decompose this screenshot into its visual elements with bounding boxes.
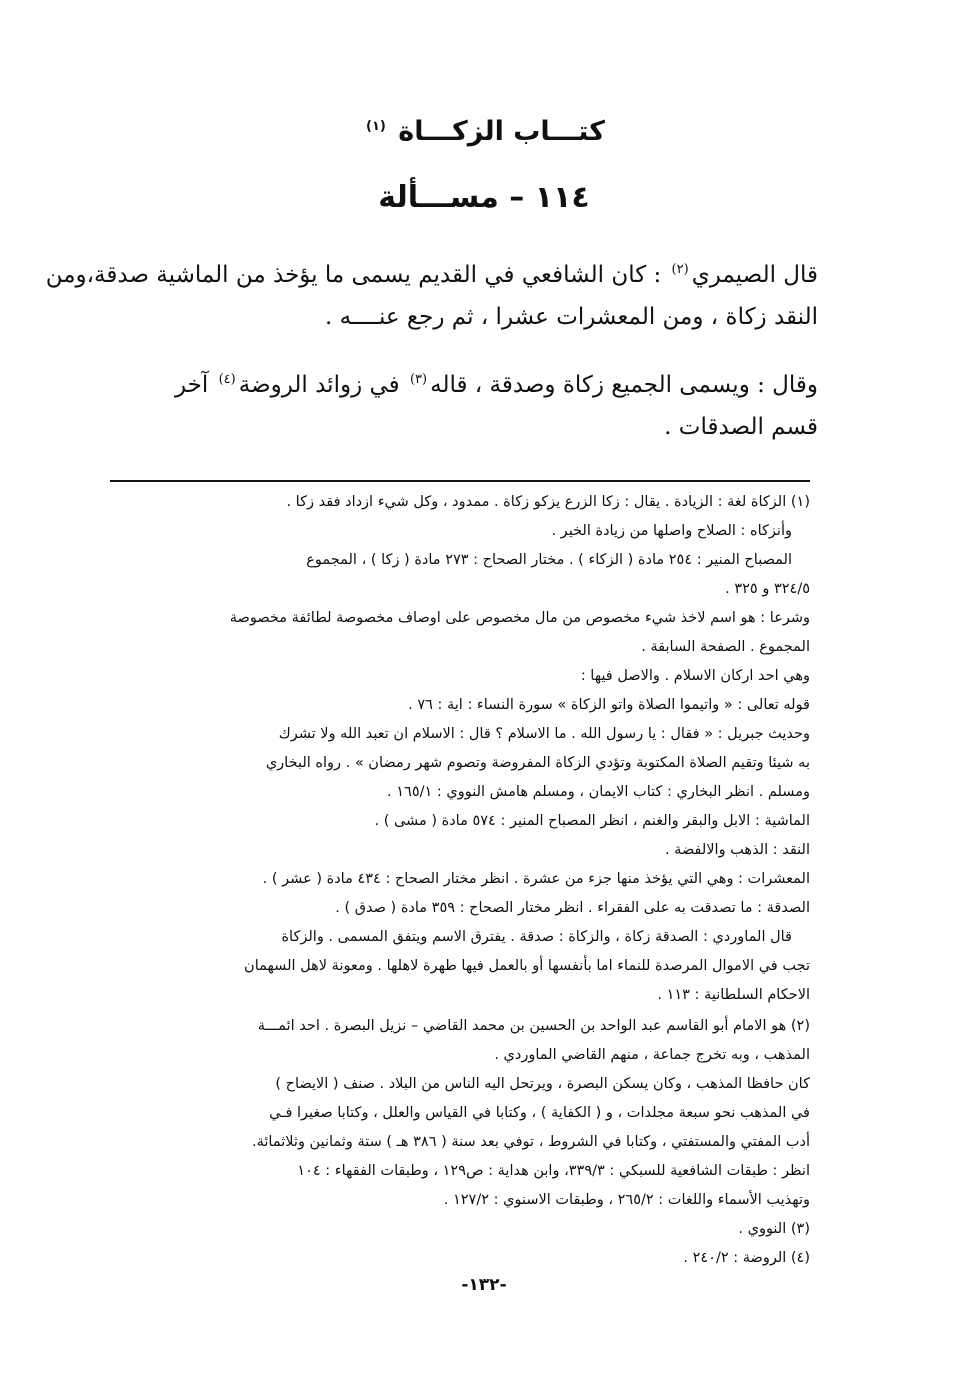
paragraph-1-line-2: النقد زكاة ، ومن المعشرات عشرا ، ثم رجع عنــــه . <box>325 304 818 330</box>
footnote-ref-4: (٤) <box>218 372 236 388</box>
text-segment: : كان الشافعي في القديم يسمى ما يؤخذ من الماشية صدقة،ومن <box>45 262 669 288</box>
footnote-ref-3: (٣) <box>409 372 428 388</box>
footnote-line: وأنزكاه : الصلاح واصلها من زيادة الخير . <box>551 523 792 539</box>
paragraph-1-line-1 <box>45 254 818 296</box>
footnote-line: به شيئا وتقيم الصلاة المكتوبة وتؤدي الزكاة المفروضة وتصوم شهر رمضان » . رواه البخاري <box>265 755 810 771</box>
footnote-line: أدب المفتي والمستفتي ، وكتابا في الشروط ، توفي بعد سنة ( ٣٨٦ هـ ) ستة وثمانين وثلاثمائة. <box>252 1134 810 1150</box>
issue-title: ١١٤ – مســـألة <box>378 180 590 215</box>
footnote-line: انظر : طبقات الشافعية للسبكي : ٣٣٩/٣، وابن هداية : ص١٢٩ ، وطبقات الفقهاء : ١٠٤ <box>297 1163 810 1179</box>
footnote-line: ٣٢٤/٥ و ٣٢٥ . <box>725 581 810 597</box>
footnote-ref-1: (١) <box>366 119 386 134</box>
footnote-line: تجب في الاموال المرصدة للنماء اما بأنفسها أو بالعمل فيها طهرة لاهلها . ومعونة لاهل السهمان <box>244 958 810 974</box>
footnotes <box>100 488 810 1273</box>
footnote-line: (٣) النووي . <box>738 1221 810 1237</box>
footnote-line: المذهب ، وبه تخرج جماعة ، منهم القاضي الماوردي . <box>494 1047 810 1063</box>
footnote-line: ومسلم . انظر البخاري : كتاب الايمان ، ومسلم هامش النووي : ١٦٥/١ . <box>387 784 810 800</box>
footnote-divider <box>110 480 810 482</box>
footnote-line: المعشرات : وهي التي يؤخذ منها جزء من عشرة . انظر مختار الصحاح : ٤٣٤ مادة ( عشر ) . <box>262 871 810 887</box>
footnote-line: وتهذيب الأسماء واللغات : ٢٦٥/٢ ، وطبقات الاسنوي : ١٢٧/٢ . <box>443 1192 810 1208</box>
text-segment: في زوائد الروضة <box>238 372 407 398</box>
paragraph-2-line-2: قسم الصدقات . <box>664 414 818 440</box>
footnote-line: (١) الزكاة لغة : الزيادة . يقال : زكا الزرع يزكو زكاة . ممدود ، وكل شيء ازداد فقد زكا . <box>286 494 810 510</box>
footnote-line: قال الماوردي : الصدقة زكاة ، والزكاة : صدقة . يفترق الاسم ويتفق المسمى . والزكاة <box>281 929 792 945</box>
text-segment: آخر <box>174 372 216 398</box>
footnote-line: (٢) هو الامام أبو القاسم عبد الواحد بن الحسين بن محمد القاضي – نزيل البصرة . احد ائمـــة <box>257 1018 810 1034</box>
paragraph-2-line-1 <box>98 364 818 406</box>
footnote-line: المصباح المنير : ٢٥٤ مادة ( الزكاء ) . مختار الصحاح : ٢٧٣ مادة ( زكا ) ، المجموع <box>306 552 792 568</box>
footnote-line: الاحكام السلطانية : ١١٣ . <box>657 987 810 1003</box>
footnote-line: النقد : الذهب والالفضة . <box>664 842 810 858</box>
footnote-line: قوله تعالى : « واتيموا الصلاة واتو الزكاة » سورة النساء : اية : ٧٦ . <box>408 697 810 713</box>
text-segment: قال الصيمري <box>691 262 818 288</box>
footnote-line: وحديث جبريل : « فقال : يا رسول الله . ما الاسلام ؟ قال : الاسلام ان تعبد الله ولا تشرك <box>278 726 810 742</box>
text-segment: وقال : ويسمى الجميع زكاة وصدقة ، قاله <box>430 372 818 398</box>
footnote-line: (٤) الروضة : ٢٤٠/٢ . <box>683 1250 810 1266</box>
paragraph-2 <box>98 364 818 448</box>
footnote-line: وشرعا : هو اسم لاخذ شيء مخصوص من مال مخصوص على اوصاف مخصوصة لطائفة مخصوصة <box>229 610 810 626</box>
footnote-line: في المذهب نحو سبعة مجلدات ، و ( الكفاية ) ، وكتابا في القياس والعلل ، وكتابا صغيرا فـي <box>269 1105 810 1121</box>
footnote-line: وهي احد اركان الاسلام . والاصل فيها : <box>580 668 810 684</box>
footnote-line: الماشية : الابل والبقر والغنم ، انظر المصباح المنير : ٥٧٤ مادة ( مشى ) . <box>374 813 810 829</box>
paragraph-1 <box>45 254 818 338</box>
book-title-text: كتـــاب الزكـــاة <box>398 116 605 147</box>
footnote-ref-2: (٢) <box>671 262 689 278</box>
page-number: -١٣٢- <box>461 1275 507 1295</box>
footnote-line: كان حافظا المذهب ، وكان يسكن البصرة ، ويرتحل اليه الناس من البلاد . صنف ( الايضاح ) <box>275 1076 810 1092</box>
book-title <box>0 112 968 152</box>
footnote-line: الصدقة : ما تصدقت به على الفقراء . انظر مختار الصحاح : ٣٥٩ مادة ( صدق ) . <box>335 900 810 916</box>
footnote-line: المجموع . الصفحة السابقة . <box>641 639 810 655</box>
